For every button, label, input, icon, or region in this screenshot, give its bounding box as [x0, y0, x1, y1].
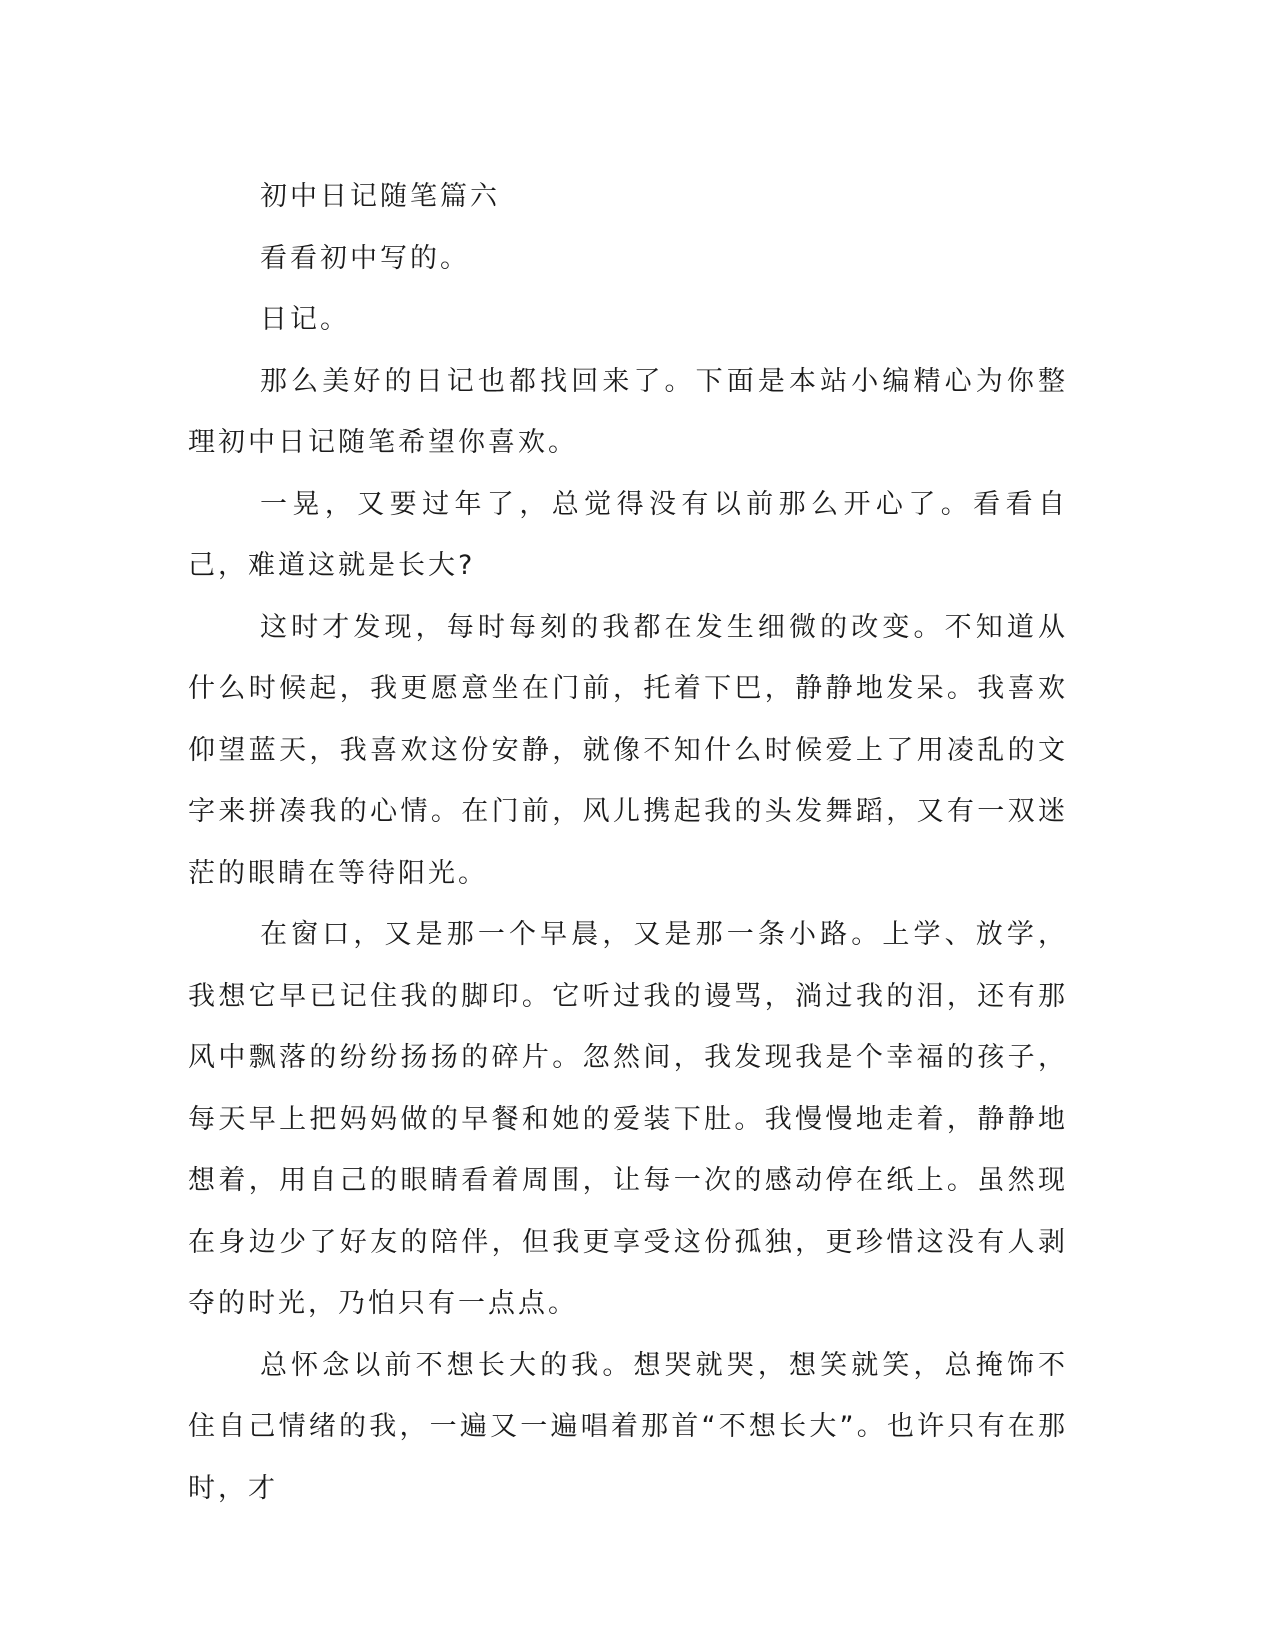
paragraph: 那么美好的日记也都找回来了。下面是本站小编精心为你整理初中日记随笔希望你喜欢。: [188, 365, 1068, 458]
document-body: [188, 166, 1068, 1519]
paragraph: 一晃，又要过年了，总觉得没有以前那么开心了。看看自己，难道这就是长大?: [188, 488, 1068, 581]
paragraph: 在窗口，又是那一个早晨，又是那一条小路。上学、放学，我想它早已记住我的脚印。它听过我的谩骂，淌过我的泪，还有那风中飘落的纷纷扬扬的碎片。忽然间，我发现我是个幸福的孩子，每天早上把妈妈做的早餐和她的爱装下肚。我慢慢地走着，静静地想着，用自己的眼睛看着周围，让每一次的感动停在纸上。虽然现在身边少了好友的陪伴，但我更享受这份孤独，更珍惜这没有人剥夺的时光，乃怕只有一点点。: [188, 919, 1068, 1319]
paragraph: 看看初中写的。: [260, 242, 470, 274]
paragraph: 日记。: [260, 304, 350, 335]
paragraph: 总怀念以前不想长大的我。想哭就哭，想笑就笑，总掩饰不住自己情绪的我，一遍又一遍唱着那首“不想长大”。也许只有在那时，才: [188, 1349, 1068, 1504]
paragraph: 这时才发现，每时每刻的我都在发生细微的改变。不知道从什么时候起，我更愿意坐在门前，托着下巴，静静地发呆。我喜欢仰望蓝天，我喜欢这份安静，就像不知什么时候爱上了用凌乱的文字来拼凑我的心情。在门前，风儿携起我的头发舞蹈，又有一双迷茫的眼睛在等待阳光。: [188, 611, 1068, 889]
document-title: 初中日记随笔篇六: [260, 181, 500, 212]
